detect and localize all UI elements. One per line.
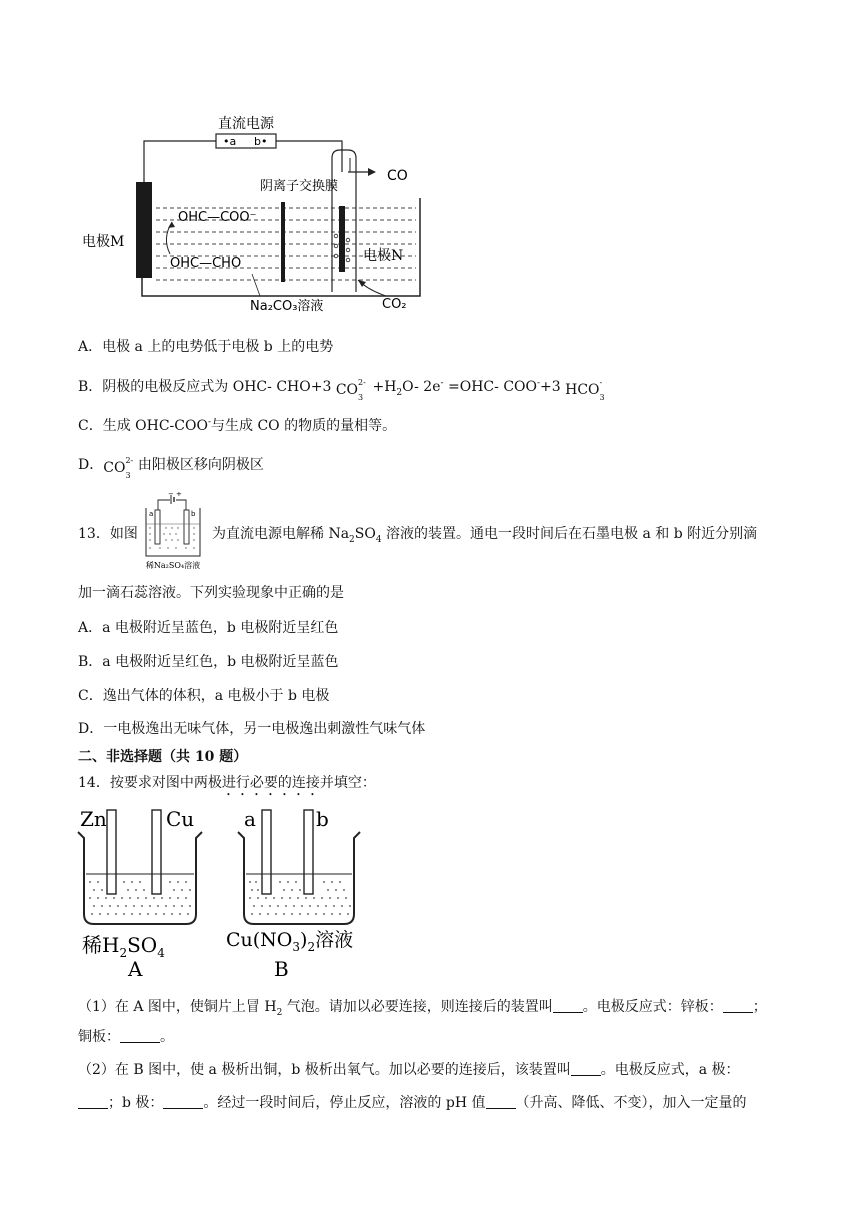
electrode-m-label: 电极M [82,234,125,250]
q13-option-d: D．一电极逸出无味气体，另一电极逸出刺激性气味气体 [78,721,426,737]
b-electrode [304,810,313,894]
electrode-n [339,206,345,272]
svg-text:+: + [176,492,182,498]
q14-beaker-a [74,802,214,980]
svg-text:−: − [168,492,174,498]
electrode-n-label: 电极N [363,248,404,264]
q14-part1-line1: （1）在 A 图中，使铜片上冒 $H_2$ 气泡。请加以必要连接，则连接后的装置叫 。电极反应式：锌板： ； [78,999,767,1018]
answer-blank-zinc[interactable] [723,998,753,1013]
zn-electrode [107,810,116,894]
solution-b-label: $Cu(NO_3)_2$溶液 [226,929,354,954]
figure-a-tag: A [128,957,143,980]
electrolysis-diagram [80,110,440,320]
terminal-b-label: b• [254,135,268,148]
membrane-label: 阴离子交换膜 [260,179,339,194]
solution-dots-a [89,881,191,915]
q14-part2-line1: （2）在 B 图中，使 a 极析出铜，b 极析出氧气。加以必要的连接后，该装置叫 。电极反应式，a 极： [78,1062,740,1078]
b-electrode-label: b [316,807,329,831]
q13-stem-line1: 为直流电源电解稀 $Na_2SO_4$ 溶液的装置。通电一段时间后在石墨电极 a 和 b 附近分别滴 [212,526,758,545]
svg-text:稀Na₂SO₄溶液: 稀Na₂SO₄溶液 [145,561,201,570]
q13-option-a: A．a 电极附近呈蓝色，b 电极附近呈红色 [78,620,339,636]
svg-text:b: b [191,510,196,518]
glyoxylate-label: OHC—COO⁻ [178,210,257,225]
q14-stem: 14．按要求对图中两极进行必要的连接并填空： [78,775,376,791]
power-source-label: 直流电源 [218,116,274,132]
q13-option-b: B．a 电极附近呈红色，b 电极附近呈蓝色 [78,654,339,670]
anion-exchange-membrane [281,202,285,282]
answer-blank-copper[interactable] [120,1028,160,1043]
solution-a-label: 稀$H_2SO_4$ [82,933,165,960]
answer-blank-device-b[interactable] [571,1061,601,1076]
co-label: CO [387,168,408,184]
q14-part1-line2: 铜板： 。 [78,1029,174,1045]
q12-option-a: A．电极 a 上的电势低于电极 b 上的电势 [78,339,334,355]
answer-blank-ph[interactable] [486,1094,516,1109]
q13-option-c: C．逸出气体的体积，a 电极小于 b 电极 [78,688,330,704]
answer-blank-b-electrode[interactable] [163,1094,203,1109]
q13-number: 13．如图 [78,526,138,542]
svg-text:a: a [149,510,154,518]
answer-blank-a-electrode[interactable] [78,1094,108,1109]
terminal-a-label: •a [223,135,237,148]
q12-option-c: C．生成 OHC-COO-与生成 CO 的物质的量相等。 [78,417,397,434]
a-electrode [262,810,271,894]
q13-stem-line2: 加一滴石蕊溶液。下列实验现象中正确的是 [78,585,344,601]
q14-part2-line2: ；b 极： 。经过一段时间后，停止反应，溶液的 pH 值 （升高、降低、不变），加入一定量的 [78,1093,747,1113]
figure-b-tag: B [274,957,289,980]
q12-option-d: D．CO 2- 3 由阳极区移向阴极区 [78,456,264,480]
zn-label: Zn [80,807,107,831]
electrode-m [136,182,152,278]
cu-label: Cu [166,807,195,831]
q14-beaker-b [226,802,366,980]
q13-small-cell-diagram [140,492,206,574]
q12-option-b: B．阴极的电极反应式为 OHC- CHO+3 CO 2- 3 $+H_2O-$ 2e- =OHC- COO-+3 HCO - 3 [78,378,605,402]
a-electrode-label: a [244,807,256,831]
glyoxal-label: OHC—CHO [170,256,242,271]
answer-blank-device-a[interactable] [553,998,583,1013]
cu-electrode [152,810,161,894]
na2co3-label: Na₂CO₃溶液 [250,299,324,314]
section-title: 二、非选择题（共 10 题） [78,749,248,765]
co2-label: CO₂ [382,297,407,312]
